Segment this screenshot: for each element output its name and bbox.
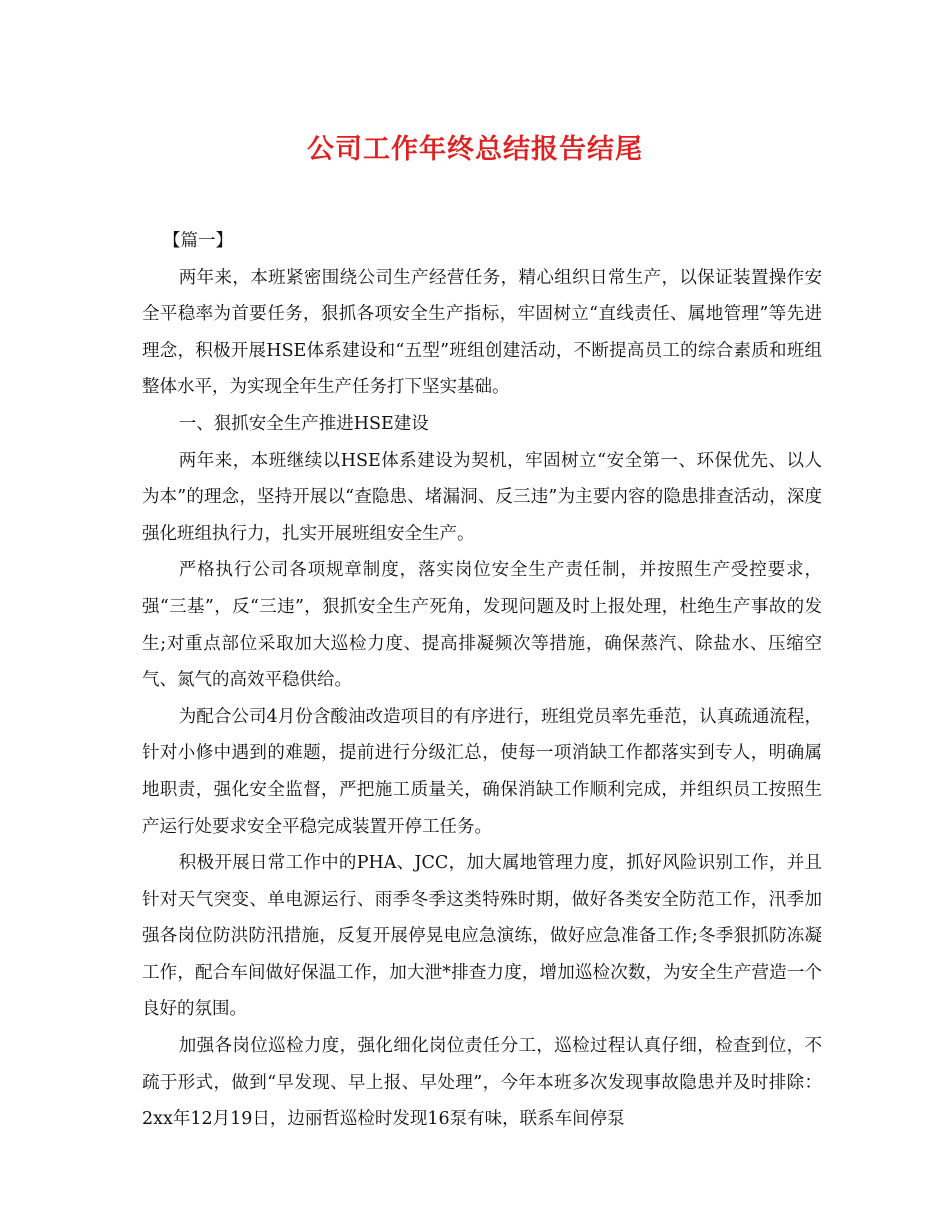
section-heading: 一、狠抓安全生产推进HSE建设 [178, 413, 429, 434]
paragraph: 为配合公司4月份含酸油改造项目的有序进行，班组党员率先垂范，认真疏通流程，针对小修中遇到的难题，提前进行分级汇总，使每一项消缺工作都落实到专人，明确属地职责，强化安全监督，严把施工质量关，确保消缺工作顺利完成，并组织员工按照生产运行处要求安全平稳完成装置开停工任务。 [142, 706, 822, 837]
document-body [142, 223, 822, 1138]
paragraph: 加强各岗位巡检力度，强化细化岗位责任分工，巡检过程认真仔细，检查到位，不疏于形式，做到“早发现、早上报、早处理”，今年本班多次发现事故隐患并及时排除：2xx年12月19日，边丽哲巡检时发现16泵有味，联系车间停泵 [142, 1036, 822, 1130]
section-tag: 【篇一】 [163, 231, 233, 251]
paragraph: 两年来，本班紧密围绕公司生产经营任务，精心组织日常生产，以保证装置操作安全平稳率为首要任务，狠抓各项安全生产指标，牢固树立“直线责任、属地管理”等先进理念，积极开展HSE体系建设和“五型”班组创建活动，不断提高员工的综合素质和班组整体水平，为实现全年生产任务打下坚实基础。 [142, 267, 822, 398]
paragraph: 两年来，本班继续以HSE体系建设为契机，牢固树立“安全第一、环保优先、以人为本”的理念，坚持开展以“查隐患、堵漏洞、反三违”为主要内容的隐患排查活动，深度强化班组执行力，扎实开展班组安全生产。 [142, 450, 822, 544]
paragraph: 严格执行公司各项规章制度，落实岗位安全生产责任制，并按照生产受控要求，强“三基”，反“三违”，狠抓安全生产死角，发现问题及时上报处理，杜绝生产事故的发生;对重点部位采取加大巡检力度、提高排凝频次等措施，确保蒸汽、除盐水、压缩空气、氮气的高效平稳供给。 [142, 560, 822, 691]
paragraph: 积极开展日常工作中的PHA、JCC，加大属地管理力度，抓好风险识别工作，并且针对天气突变、单电源运行、雨季冬季这类特殊时期，做好各类安全防范工作，汛季加强各岗位防洪防汛措施，反复开展停晃电应急演练，做好应急准备工作;冬季狠抓防冻凝工作，配合车间做好保温工作，加大泄*排查力度，增加巡检次数，为安全生产营造一个良好的氛围。 [142, 853, 822, 1020]
document-title: 公司工作年终总结报告结尾 [307, 134, 643, 165]
